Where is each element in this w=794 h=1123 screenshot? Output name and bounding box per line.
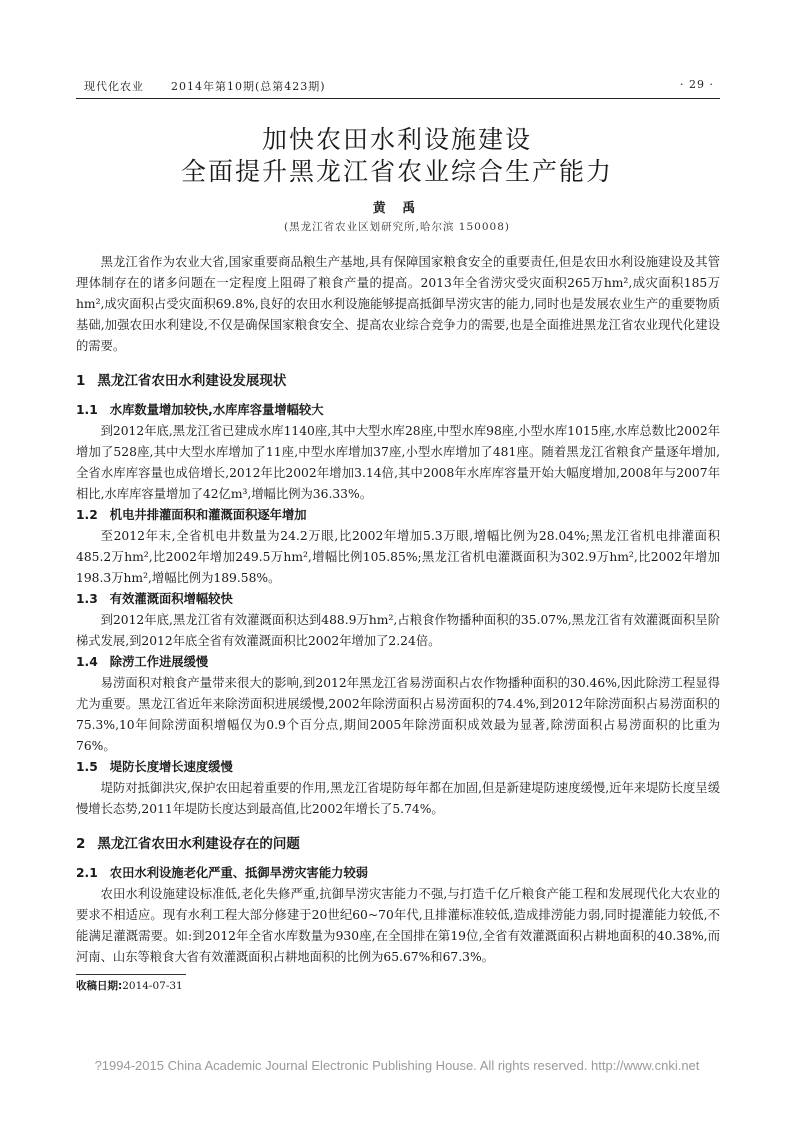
subsection-number: 1.2 — [76, 508, 98, 522]
section-number: 1 — [76, 373, 86, 389]
paragraph: 农田水利设施建设标准低,老化失修严重,抗御旱涝灾害能力不强,与打造千亿斤粮食产能工程和发展现代化大农业的要求不相适应。现有水利工程大部分修建于20世纪60~70年代,且排灌标准较低,造成排涝能力弱,同时提灌能力较低,不能满足灌溉需要。如:到2012年全省水库数量为930座,在全国排在第19位,全省有效灌溉面积占耕地面积的40.38%,而河南、山东等粮食大省有效灌溉面积占耕地面积的比例为65.67%和67.3%。 — [76, 887, 720, 964]
subsection-title: 水库数量增加较快,水库库容量增幅较大 — [109, 403, 324, 417]
page-number: · 29 · — [680, 78, 714, 91]
subsection-title: 机电井排灌面积和灌溉面积逐年增加 — [109, 508, 307, 522]
subsection-title: 农田水利设施老化严重、抵御旱涝灾害能力较弱 — [109, 866, 369, 880]
running-header — [76, 76, 720, 96]
journal-name: 现代化农业 — [84, 80, 144, 93]
subsection-number: 1.1 — [76, 403, 98, 417]
section-title: 黑龙江省农田水利建设发展现状 — [97, 373, 287, 389]
subsection-heading — [76, 757, 720, 778]
title-line-1: 加快农田水利设施建设 — [261, 125, 532, 154]
subsection-title: 堤防长度增长速度缓慢 — [109, 760, 233, 774]
subsection-heading — [76, 400, 720, 421]
subsection-heading — [76, 505, 720, 526]
subsection-heading — [76, 589, 720, 610]
subsection-number: 1.5 — [76, 760, 98, 774]
paragraph: 到2012年底,黑龙江省已建成水库1140座,其中大型水库28座,中型水库98座,小型水库1015座,水库总数比2002年增加了528座,其中大型水库增加了11座,中型水库增加37座,小型水库增加了481座。随着黑龙江省粮食产量逐年增加,全省水库库容量也成倍增长,2012年比2002年增加3.14倍,其中2008年水库库容量开始大幅度增加,2008年与2007年相比,水库库容量增加了42亿m³,增幅比例为36.33%。 — [76, 424, 720, 501]
journal-info — [84, 78, 326, 94]
issue-info: 2014年第10期(总第423期) — [170, 80, 326, 93]
subsection-number: 2.1 — [76, 866, 98, 880]
subsection-title: 除涝工作进展缓慢 — [109, 655, 209, 669]
title-line-2: 全面提升黑龙江省农业综合生产能力 — [180, 157, 613, 186]
section-2-heading — [76, 834, 720, 854]
paragraph: 到2012年底,黑龙江省有效灌溉面积达到488.9万hm²,占粮食作物播种面积的35.07%,黑龙江省有效灌溉面积呈阶梯式发展,到2012年底全省有效灌溉面积比2002年增加了2.24倍。 — [76, 613, 720, 648]
received-date: 2014-07-31 — [122, 980, 183, 992]
section-title: 黑龙江省农田水利建设存在的问题 — [97, 836, 300, 852]
subsection-number: 1.4 — [76, 655, 98, 669]
subsection-heading — [76, 863, 720, 884]
paragraph: 易涝面积对粮食产量带来很大的影响,到2012年黑龙江省易涝面积占农作物播种面积的30.46%,因此除涝工程显得尤为重要。黑龙江省近年来除涝面积进展缓慢,2002年除涝面积占易涝面积的74.4%,到2012年除涝面积占易涝面积的75.3%,10年间除涝面积增幅仅为0.9个百分点,期间2005年除涝面积成效最为显著,除涝面积占易涝面积的比重为76%。 — [76, 676, 720, 753]
intro-paragraph: 黑龙江省作为农业大省,国家重要商品粮生产基地,具有保障国家粮食安全的重要责任,但是农田水利设施建设及其管理体制存在的诸多问题在一定程度上阻碍了粮食产量的提高。2013年全省涝灾受灾面积265万hm²,成灾面积185万hm²,成灾面积占受灾面积69.8%,良好的农田水利设施能够提高抵御旱涝灾害的能力,同时也是发展农业生产的重要物质基础,加强农田水利建设,不仅是确保国家粮食安全、提高农业综合竞争力的需要,也是全面推进黑龙江省农业现代化建设的需要。 — [76, 255, 720, 353]
section-1-heading — [76, 371, 720, 391]
section-number: 2 — [76, 836, 86, 852]
article-body — [76, 252, 720, 995]
received-date-note — [76, 977, 720, 995]
affiliation: (黑龙江省农业区划研究所,哈尔滨 150008) — [284, 221, 510, 233]
subsection-title: 有效灌溉面积增幅较快 — [109, 592, 233, 606]
paragraph: 至2012年末,全省机电井数量为24.2万眼,比2002年增加5.3万眼,增幅比例为28.04%;黑龙江省机电排灌面积485.2万hm²,比2002年增加249.5万hm²,增幅比例105.85%;黑龙江省机电灌溉面积为302.9万hm²,比2002年增加198.3万hm²,增幅比例为189.58%。 — [76, 529, 720, 585]
copyright-watermark: ?1994-2015 China Academic Journal Electronic Publishing House. All rights reserved. http://www.cnki.net — [94, 1058, 700, 1073]
received-label: 收稿日期: — [76, 980, 123, 992]
header-rule — [76, 98, 720, 99]
subsection-number: 1.3 — [76, 592, 98, 606]
paragraph: 堤防对抵御洪灾,保护农田起着重要的作用,黑龙江省堤防每年都在加固,但是新建堤防速度缓慢,近年来堤防长度呈缓慢增长态势,2011年堤防长度达到最高值,比2002年增长了5.74%。 — [76, 781, 720, 816]
author: 黄 禹 — [372, 201, 422, 216]
footnote-rule — [76, 974, 186, 975]
subsection-heading — [76, 652, 720, 673]
